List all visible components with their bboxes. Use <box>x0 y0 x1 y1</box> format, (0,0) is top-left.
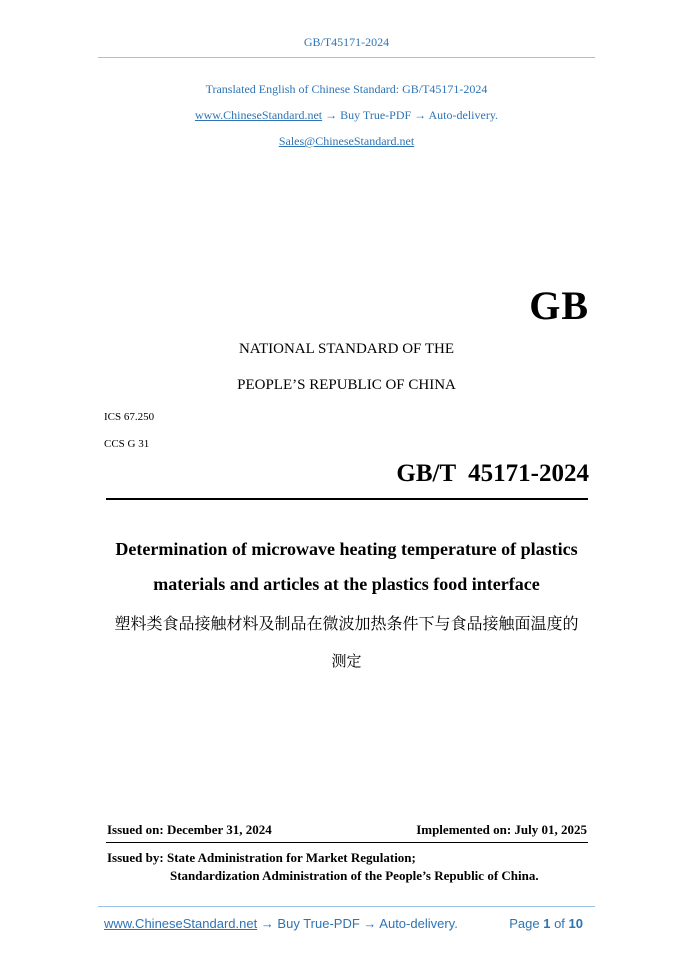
footer-divider <box>98 906 595 907</box>
page-total: 10 <box>568 916 583 931</box>
purchase-text: → Buy True-PDF → Auto-delivery. <box>322 108 499 122</box>
translation-notice: Translated English of Chinese Standard: GB/T45171-2024 <box>205 82 488 96</box>
english-title-line1: Determination of microwave heating temperature of plastics <box>115 539 578 559</box>
ccs-code: CCS G 31 <box>104 438 150 450</box>
page-current: 1 <box>543 916 551 931</box>
title-divider <box>106 498 588 500</box>
implemented-on: Implemented on: July 01, 2025 <box>416 822 587 837</box>
email-line <box>0 134 693 149</box>
footer-site-link[interactable]: www.ChineseStandard.net <box>104 916 258 931</box>
chinese-title-line1: 塑料类食品接触材料及制品在微波加热条件下与食品接触面温度的 <box>114 614 579 633</box>
sales-email-link[interactable]: Sales@ChineseStandard.net <box>278 134 415 148</box>
page-indicator <box>509 916 583 931</box>
national-standard-line2: PEOPLE’S REPUBLIC OF CHINA <box>237 377 456 393</box>
running-header-code: GB/T45171-2024 <box>303 35 390 49</box>
footer-promo <box>104 916 458 931</box>
page-label: Page <box>509 916 544 931</box>
national-standard-line1: NATIONAL STANDARD OF THE <box>238 341 455 357</box>
ics-code: ICS 67.250 <box>104 411 155 423</box>
issued-by-line2: Standardization Administration of the People’s Republic of China. <box>170 868 539 883</box>
english-title-line2: materials and articles at the plastics food interface <box>153 574 540 594</box>
issued-on: Issued on: December 31, 2024 <box>107 822 272 837</box>
purchase-notice <box>0 108 693 123</box>
issue-divider <box>106 842 588 843</box>
header-divider <box>98 57 595 58</box>
site-link[interactable]: www.ChineseStandard.net <box>194 108 323 122</box>
gb-mark: GB <box>529 283 589 328</box>
issued-by-line1: Issued by: State Administration for Market Regulation; <box>107 850 416 865</box>
footer-promo-text: → Buy True-PDF → Auto-delivery. <box>257 916 458 931</box>
page-of: of <box>550 916 569 931</box>
standard-number: GB/T 45171-2024 <box>396 460 589 487</box>
chinese-title-line2: 测定 <box>331 652 362 670</box>
